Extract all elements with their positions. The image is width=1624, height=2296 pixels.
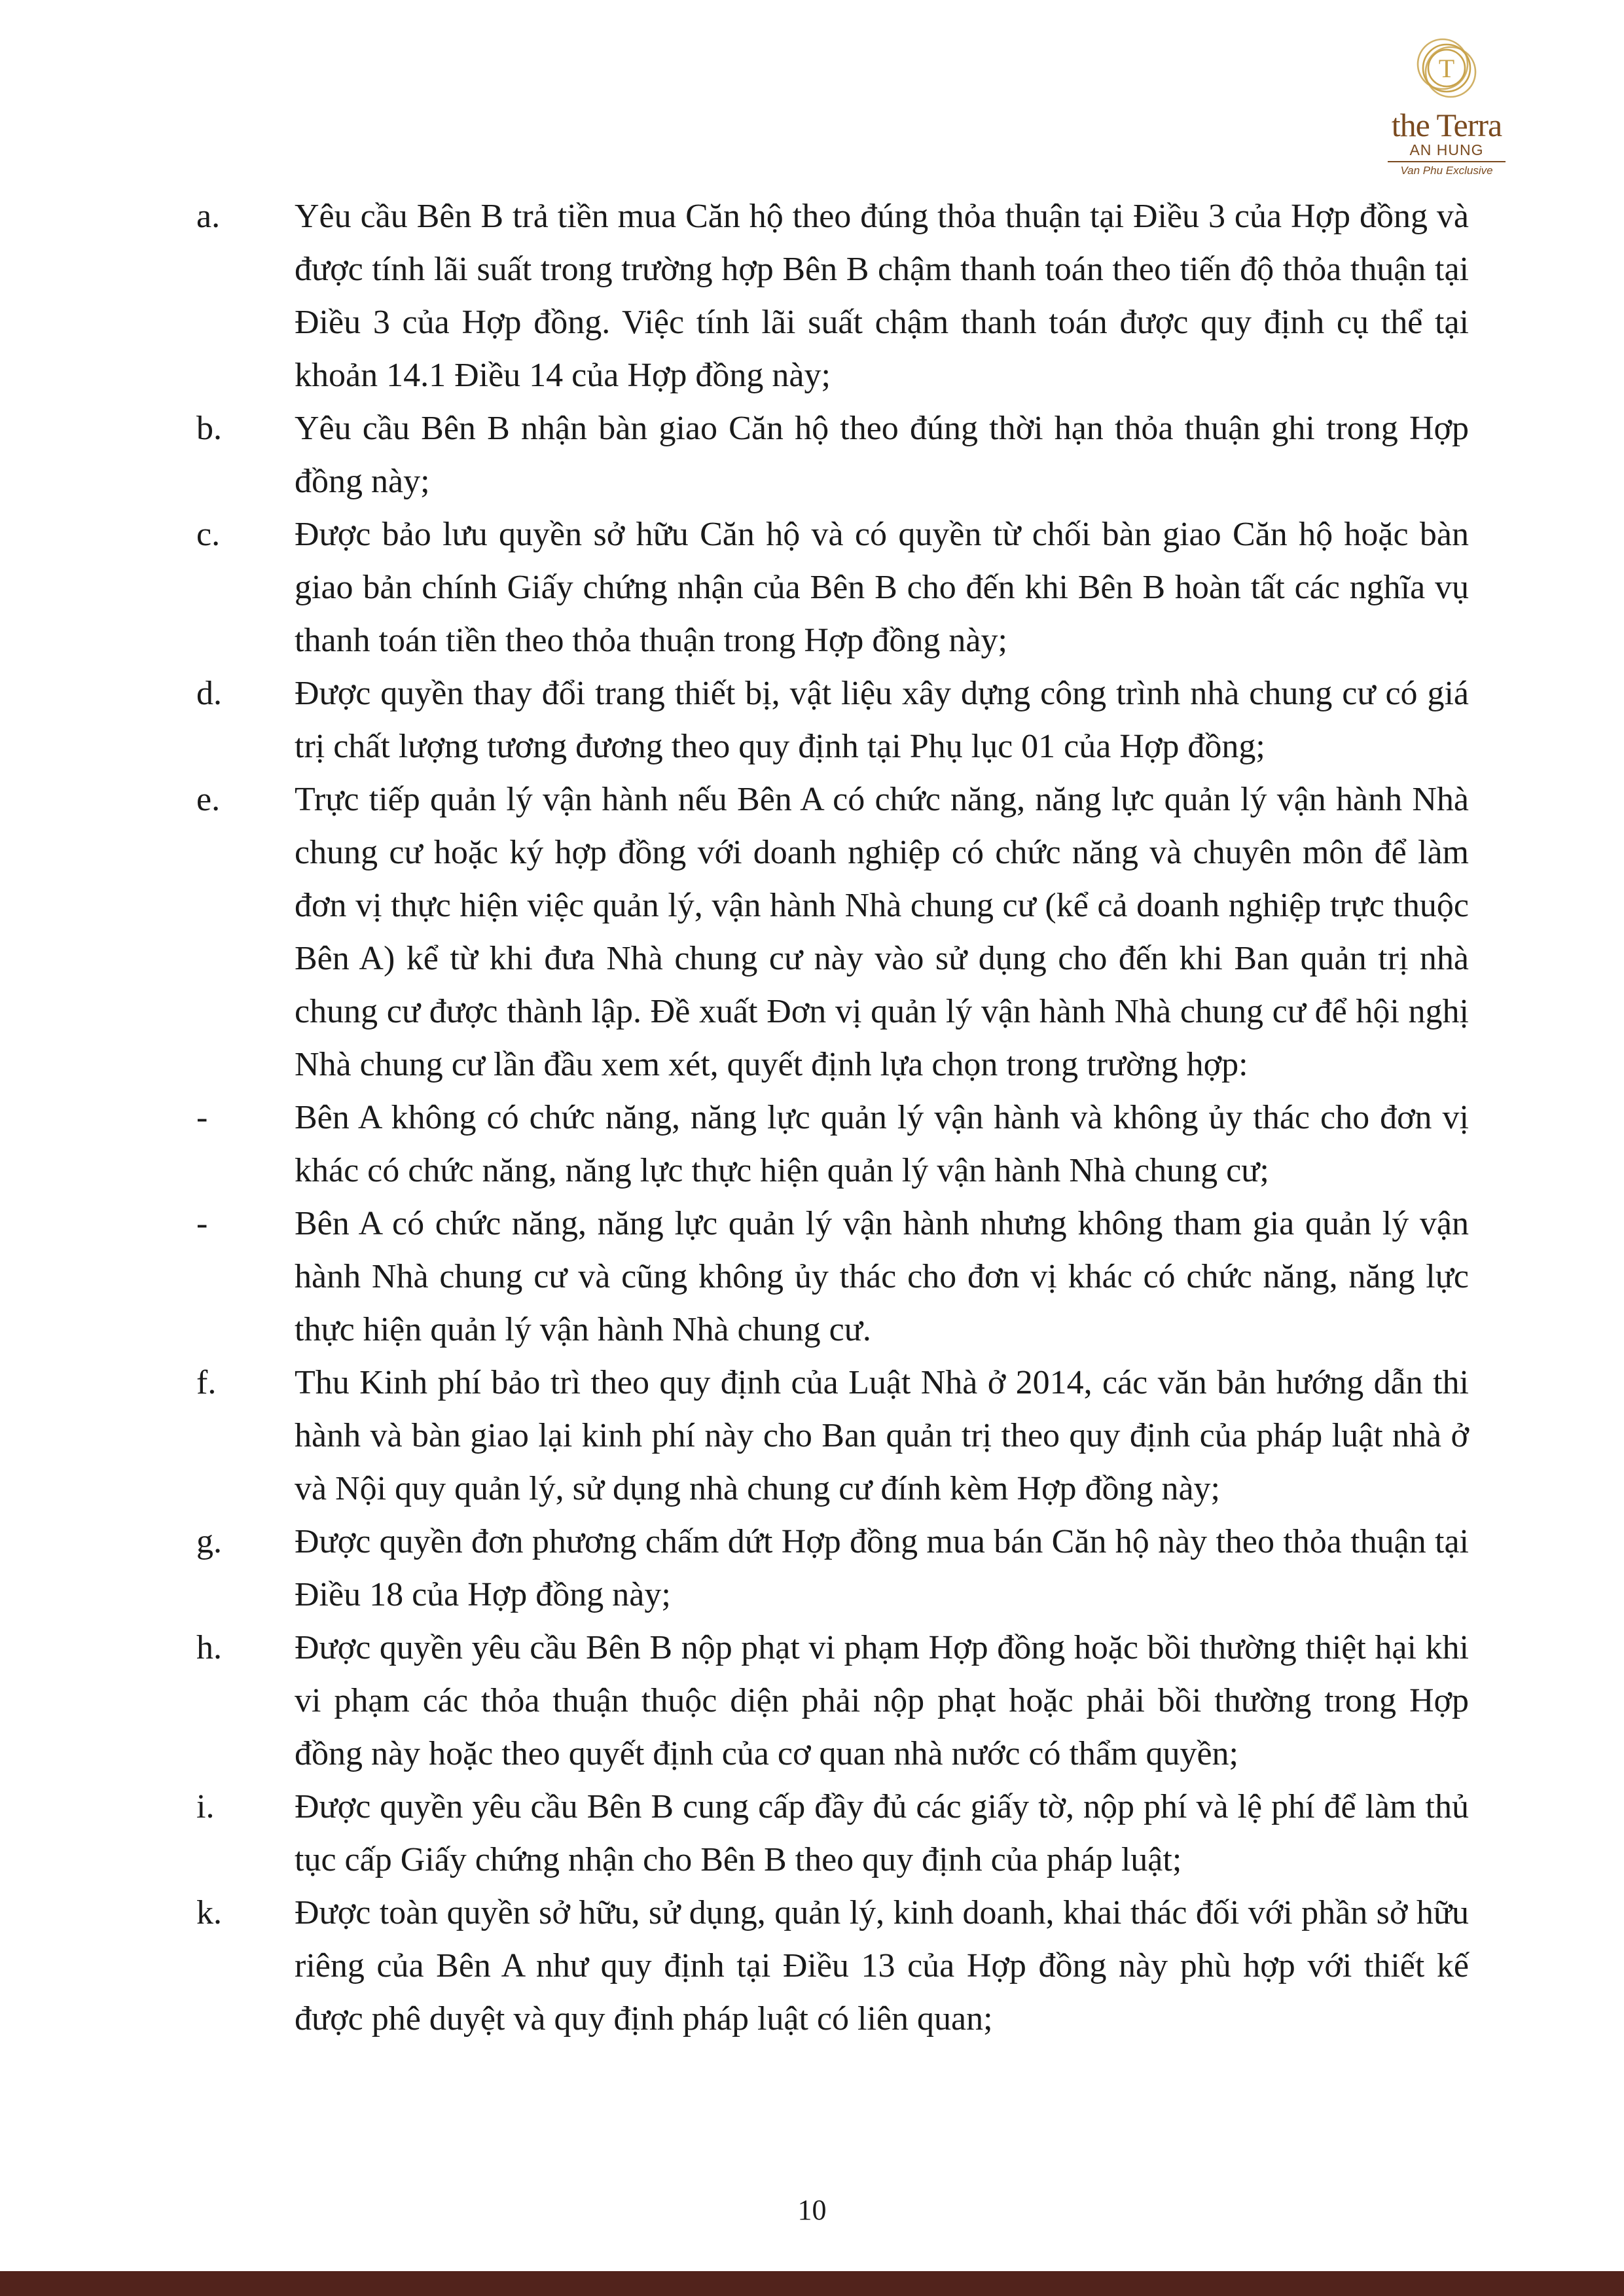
item-marker: h.	[196, 1629, 222, 1666]
item-marker: i.	[196, 1788, 215, 1825]
list-item	[196, 1780, 1469, 1886]
item-text: Yêu cầu Bên B trả tiền mua Căn hộ theo đúng thỏa thuận tại Điều 3 của Hợp đồng và được tính lãi suất trong trường hợp Bên B chậm thanh toán theo tiến độ thỏa thuận tại Điều 3 của Hợp đồng. Việc tính lãi suất chậm thanh toán được quy định cụ thể tại khoản 14.1 Điều 14 của Hợp đồng này;	[295, 198, 1469, 394]
item-text: Trực tiếp quản lý vận hành nếu Bên A có chức năng, năng lực quản lý vận hành Nhà chung cư hoặc ký hợp đồng với doanh nghiệp có chức năng và chuyên môn để làm đơn vị thực hiện việc quản lý, vận hành Nhà chung cư (kể cả doanh nghiệp trực thuộc Bên A) kể từ khi đưa Nhà chung cư này vào sử dụng cho đến khi Ban quản trị nhà chung cư được thành lập. Đề xuất Đơn vị quản lý vận hành Nhà chung cư để hội nghị Nhà chung cư lần đầu xem xét, quyết định lựa chọn trong trường hợp:	[295, 781, 1469, 1083]
list-item	[196, 773, 1469, 1091]
list-item	[196, 1356, 1469, 1515]
company-logo	[1375, 34, 1519, 185]
logo-monogram: T	[1438, 54, 1455, 83]
item-text: Được toàn quyền sở hữu, sử dụng, quản lý, kinh doanh, khai thác đối với phần sở hữu riêng của Bên A như quy định tại Điều 13 của Hợp đồng này phù hợp với thiết kế được phê duyệt và quy định pháp luật có liên quan;	[295, 1894, 1469, 2037]
item-text: Được quyền thay đổi trang thiết bị, vật liệu xây dựng công trình nhà chung cư có giá trị chất lượng tương đương theo quy định tại Phụ lục 01 của Hợp đồng;	[295, 675, 1469, 765]
logo-divider	[1388, 161, 1506, 162]
item-marker: a.	[196, 198, 221, 235]
item-text: Thu Kinh phí bảo trì theo quy định của Luật Nhà ở 2014, các văn bản hướng dẫn thi hành và bàn giao lại kinh phí này cho Ban quản trị theo quy định của pháp luật nhà ở và Nội quy quản lý, sử dụng nhà chung cư đính kèm Hợp đồng này;	[295, 1364, 1469, 1507]
page-number: 10	[797, 2194, 827, 2226]
item-marker: -	[196, 1205, 208, 1242]
item-text: Được bảo lưu quyền sở hữu Căn hộ và có quyền từ chối bàn giao Căn hộ hoặc bàn giao bản chính Giấy chứng nhận của Bên B cho đến khi Bên B hoàn tất các nghĩa vụ thanh toán tiền theo thỏa thuận trong Hợp đồng này;	[295, 516, 1469, 659]
footer-bar	[0, 2271, 1624, 2296]
item-text: Bên A không có chức năng, năng lực quản lý vận hành và không ủy thác cho đơn vị khác có chức năng, năng lực thực hiện quản lý vận hành Nhà chung cư;	[295, 1099, 1469, 1189]
list-item	[196, 1621, 1469, 1780]
item-text: Được quyền yêu cầu Bên B nộp phạt vi phạm Hợp đồng hoặc bồi thường thiệt hại khi vi phạm các thỏa thuận thuộc diện phải nộp phạt hoặc phải bồi thường trong Hợp đồng này hoặc theo quyết định của cơ quan nhà nước có thẩm quyền;	[295, 1629, 1469, 1772]
item-marker: b.	[196, 410, 222, 447]
list-item	[196, 667, 1469, 773]
list-item	[196, 402, 1469, 508]
item-marker: g.	[196, 1523, 222, 1560]
logo-name: the Terra	[1391, 107, 1502, 143]
item-marker: k.	[196, 1894, 222, 1931]
list-item	[196, 508, 1469, 667]
item-marker: d.	[196, 675, 222, 712]
logo-subname: AN HUNG	[1409, 141, 1484, 158]
item-text: Yêu cầu Bên B nhận bàn giao Căn hộ theo đúng thời hạn thỏa thuận ghi trong Hợp đồng này;	[295, 410, 1469, 500]
item-marker: e.	[196, 781, 221, 818]
item-text: Bên A có chức năng, năng lực quản lý vận hành nhưng không tham gia quản lý vận hành Nhà chung cư và cũng không ủy thác cho đơn vị khác có chức năng, năng lực thực hiện quản lý vận hành Nhà chung cư.	[295, 1205, 1469, 1348]
item-marker: f.	[196, 1364, 217, 1401]
clause-list	[0, 190, 1624, 2045]
logo-tagline: Van Phu Exclusive	[1400, 164, 1493, 177]
list-item	[196, 1091, 1469, 1197]
item-text: Được quyền yêu cầu Bên B cung cấp đầy đủ các giấy tờ, nộp phí và lệ phí để làm thủ tục cấp Giấy chứng nhận cho Bên B theo quy định của pháp luật;	[295, 1788, 1469, 1878]
logo-emblem-icon	[1414, 34, 1479, 102]
item-marker: -	[196, 1099, 208, 1136]
list-item	[196, 1886, 1469, 2045]
list-item	[196, 190, 1469, 402]
list-item	[196, 1197, 1469, 1356]
item-marker: c.	[196, 516, 221, 553]
list-item	[196, 1515, 1469, 1621]
item-text: Được quyền đơn phương chấm dứt Hợp đồng mua bán Căn hộ này theo thỏa thuận tại Điều 18 của Hợp đồng này;	[295, 1523, 1469, 1613]
